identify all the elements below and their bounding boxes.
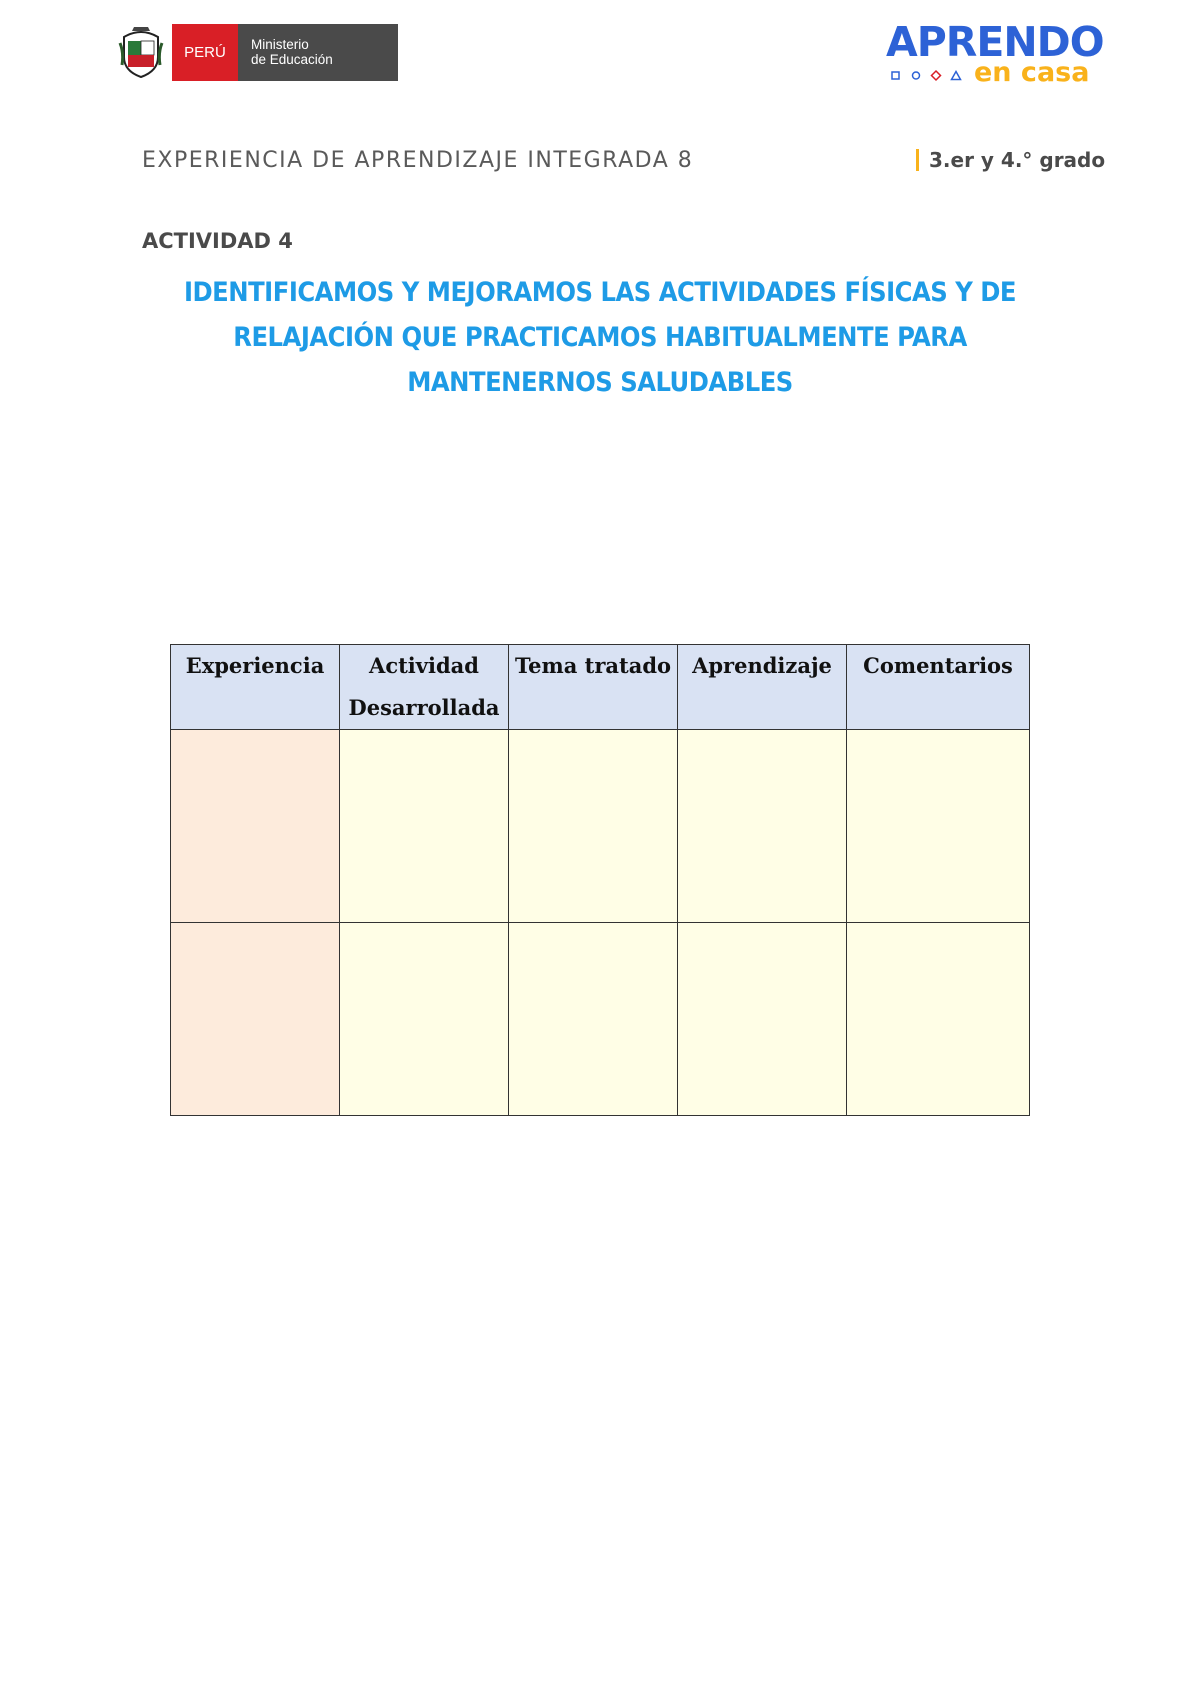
brand-subtitle: en casa	[974, 57, 1090, 88]
brand-title: APRENDO	[886, 18, 1104, 66]
ministry-line-1: Ministerio	[251, 37, 309, 52]
activity-record-table	[170, 644, 1030, 1116]
header-actividad-desarrollada: Actividad Desarrollada	[340, 645, 509, 730]
header-aprendizaje: Aprendizaje	[678, 645, 847, 730]
table-header-row	[171, 645, 1030, 730]
ministry-line-2: de Educación	[251, 52, 333, 67]
table-cell[interactable]	[340, 730, 509, 923]
ministry-name	[238, 24, 398, 81]
experience-title: EXPERIENCIA DE APRENDIZAJE INTEGRADA 8	[142, 148, 694, 173]
header-experiencia: Experiencia	[171, 645, 340, 730]
table-row	[171, 923, 1030, 1116]
table-cell[interactable]	[509, 730, 678, 923]
table-cell[interactable]	[171, 730, 340, 923]
table-cell[interactable]	[847, 730, 1030, 923]
peru-label: PERÚ	[172, 24, 238, 81]
table-cell[interactable]	[847, 923, 1030, 1116]
activity-label: ACTIVIDAD 4	[142, 229, 293, 253]
header-tema-tratado: Tema tratado	[509, 645, 678, 730]
table-cell[interactable]	[509, 923, 678, 1116]
table-cell[interactable]	[678, 730, 847, 923]
header-comentarios: Comentarios	[847, 645, 1030, 730]
grade-text: 3.er y 4.° grado	[929, 148, 1106, 172]
grade-divider	[916, 149, 919, 171]
activity-title: IDENTIFICAMOS Y MEJORAMOS LAS ACTIVIDADES FÍSICAS Y DE RELAJACIÓN QUE PRACTICAMOS HABITUALMENTE PARA MANTENERNOS SALUDABLES	[183, 277, 1017, 398]
table-cell[interactable]	[340, 923, 509, 1116]
aprendo-en-casa-logo	[886, 18, 1104, 88]
table-cell[interactable]	[171, 923, 340, 1116]
coat-of-arms-icon	[118, 23, 164, 81]
grade-label	[916, 148, 1105, 172]
table-row	[171, 730, 1030, 923]
shapes-icon	[890, 68, 972, 82]
table-cell[interactable]	[678, 923, 847, 1116]
ministry-logo	[118, 22, 398, 82]
